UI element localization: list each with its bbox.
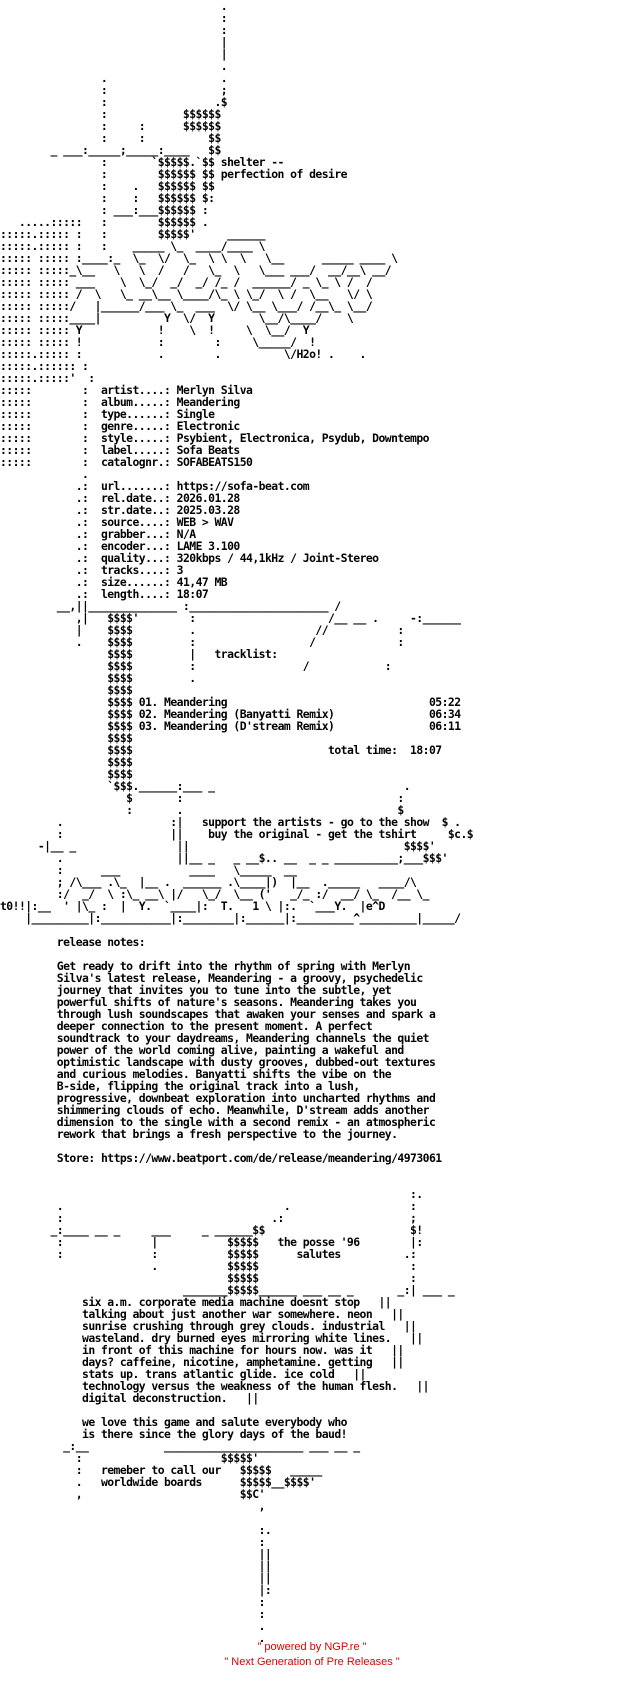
notes-line: rework that brings a fresh perspective to the journey. [56,1127,398,1141]
support-line-2: buy the original - get the tshirt [208,827,417,841]
notes-line: powerful shifts of nature's seasons. Meandering takes you [56,995,417,1009]
posse-text: sunrise crushing through grey clouds. industrial [82,1319,385,1333]
info-value-album: Meandering [176,395,240,409]
file-value-url: https://sofa-beat.com [176,479,310,493]
ascii-tag-left: t0! [0,899,19,913]
tracklist-heading: tracklist: [214,647,278,661]
posse-text: days? caffeine, nicotine, amphetamine. getting [82,1355,373,1369]
notes-line: deeper connection to the present moment. A perfect [56,1019,373,1033]
file-value-strdate: 2025.03.28 [176,503,240,517]
notes-heading: release notes: [56,935,146,949]
posse-text: talking about just another war somewhere. neon [82,1307,373,1321]
info-value-genre: Electronic [176,419,240,433]
posse-text: wasteland. dry burned eyes mirroring white lines. [82,1331,392,1345]
file-value-tracks: 3 [176,563,183,577]
info-value-label: Sofa Beats [176,443,240,457]
track-title: Meandering (Banyatti Remix) [164,707,429,721]
file-value-grabber: N/A [176,527,196,541]
notes-line: shimmering clouds of echo. Meanwhile, D'stream adds another [56,1103,429,1117]
ascii-tag: H2o! [296,347,322,361]
file-value-reldate: 2026.01.28 [176,491,240,505]
track-time: 06:34 [428,707,461,721]
posse-text: six a.m. corporate media machine doesnt stop [82,1295,360,1309]
notes-line: power of the world coming alive, painting a wakeful and [56,1043,404,1057]
track-title: Meandering [164,695,429,709]
boards-line-1: remeber to call our [100,1463,221,1477]
file-value-encoder: LAME 3.100 [176,539,240,553]
footer-powered-by: " powered by NGP.re " [257,1641,367,1653]
notes-line: soundtrack to your daydreams, Meandering channels the quiet [56,1031,429,1045]
posse-line-1: the posse '96 [277,1235,360,1249]
boards-line-2: worldwide boards [100,1475,202,1489]
footer-tagline: " Next Generation of Pre Releases " [224,1656,400,1668]
posse-text: digital deconstruction. [82,1391,228,1405]
track-number: 01. [138,695,158,709]
info-value-catalognr: SOFABEATS150 [176,455,253,469]
total-time-label: total time: [328,743,398,757]
track-time: 06:11 [428,719,461,733]
support-line-1: support the artists - go to the show [201,815,429,829]
ascii-tag-right: e^D [365,899,385,913]
notes-line: B-side, flipping the original track into a lush, [56,1079,360,1093]
notes-line: Get ready to drift into the rhythm of spring with Merlyn [56,959,411,973]
footer [0,1640,624,1670]
posse-text: stats up. trans atlantic glide. ice cold [82,1367,335,1381]
posse-text: in front of this machine for hours now. was it [82,1343,373,1357]
store-label: Store: [56,1151,95,1165]
file-value-length: 18:07 [176,587,209,601]
info-value-style: Psybient, Electronica, Psydub, Downtempo [176,431,429,445]
track-number: 03. [138,719,158,733]
track-time: 05:22 [428,695,461,709]
logo-subtitle: perfection of desire [220,167,347,181]
info-value-type: Single [176,407,215,421]
file-value-quality: 320kbps / 44,1kHz / Joint-Stereo [176,551,379,565]
posse-text: technology versus the weakness of the human flesh. [82,1379,398,1393]
posse-line-2: salutes [296,1247,341,1261]
notes-line: through lush soundscapes that awaken your senses and spark a [56,1007,436,1021]
notes-line: and curious melodies. Banyatti shifts the vibe on the [56,1067,392,1081]
track-title: Meandering (D'stream Remix) [164,719,429,733]
track-number: 02. [138,707,158,721]
logo-title: shelter -- [220,155,284,169]
notes-line: optimistic landscape with dusty grooves, dubbed-out textures [56,1055,436,1069]
posse-text: is there since the glory days of the baud! [82,1427,347,1441]
total-time-value: 18:07 [410,743,442,757]
notes-line: progressive, downbeat exploration into uncharted rhythms and [56,1091,436,1105]
file-value-size: 41,47 MB [176,575,228,589]
file-value-source: WEB > WAV [176,515,234,529]
store-url: https://www.beatport.com/de/release/meandering/4973061 [100,1151,442,1165]
nfo-document: . : : | | . . . : ; : .$ : $$$$$$ : : $$$$$$ : : $$ _ ___:_____;_____:____ $$ : `$$$$$.`$$ shelter -- : $$$$$$ $$ perfection of desire : . $$$$$$ $$ : : $$$$$$ $: : ___:___$$$$$$ : .....::::: : $$$$$$ . :::::.::::: : : $$$$$' ______ :::::.::::: : : _____ \_ ____/____ \ ::::: ::::: :____:_ \_ \/ \_ \ \ \ \__ _____ ____ \ ::::: :::::_\__ \ \ / / \_ \ \___ ___/ __/__\ __/ ::::: ::::: ___ \ \_/ _/ _/ /_ / ______/ _ \_ \ / / ::::: ::::: / \ \_ __\__ \____/\_ \ \_/ \ / \__ \/ \ ::::: :::::/ |______/___ \_ ___ \/ \__ \___/ /__\_ \__/ ::::: :::::____| Y \/ Y \__/\____/ \ ::::: ::::: Y ! \ ! \ \__/ Y ::::: ::::: ! : : \_____/ ! :::::.::::: : . . \/H2o! . . :::::.:::::: : :::::.:::::' : ::::: : artist....: Merlyn Silva ::::: : album.....: Meandering ::::: : type......: Single ::::: : genre.....: Electronic ::::: : style.....: Psybient, Electronica, Psydub, Downtempo ::::: : label.....: Sofa Beats ::::: : catalognr.: SOFABEATS150 . .: url.......: https://sofa-beat.com .: rel.date..: 2026.01.28 .: str.date..: 2025.03.28 .: source....: WEB > WAV .: grabber...: N/A .: encoder...: LAME 3.100 .: quality...: 320kbps / 44,1kHz / Joint-Stereo .: tracks....: 3 .: size......: 41,47 MB .: length....: 18:07 __,||______________ :______________________ / ,| $$$$' : /__ __ . -:______ | $$$$ . // : . $$$$ : / : $$$$ | tracklist: $$$$ : / : $$$$ . $$$$ $$$$ 01. Meandering 05:22 $$$$ 02. Meandering (Banyatti Remix) 06:34 $$$$ 03. Meandering (D'stream Remix) 06:11 $$$$ $$$$ total time: 18:07 $$$$ $$$$ `$$$.______:___ _ . $ : : : . $ . :| support the artists - go to the show $ . : || buy the original - get the tshirt $c.$ -|__ _ || $$$$' . ||__ _ _ __$.. __ _ _ __________;___$$$' : ___ ____ \_____ __ ; /\___ .\_ |__ . ______ .\____|) |__ ._____ ____/\ :/ _/ \ :\_ __\ |/ \_/ \__ (' _/_ :/ __/ \_ /__ \_ t0!!|:__ ' |\_ : | Y. `____|: T. 1 \ |:. `___Y. |e^D |_________|:___________|:________|:______|:_________^_________|_____/ release notes: Get ready to drift into the rhythm of spring with Merlyn Silva's latest release, Meandering - a groovy, psychedelic journey that invites you to tune into the subtle, yet powerful shifts of nature's seasons. Meandering takes you through lush soundscapes that awaken your senses and spark a deeper connection to the present moment. A perfect soundtrack to your daydreams, Meandering channels the quiet power of the world coming alive, painting a wakeful and optimistic landscape with dusty grooves, dubbed-out textures and curious melodies. Banyatti shifts the vibe on the B-side, flipping the original track into a lush, progressive, downbeat exploration into uncharted rhythms and shimmering clouds of echo. Meanwhile, D'stream adds another dimension to the single with a second remix - an atmospheric rework that brings a fresh perspective to the journey. Store: https://www.beatport.com/de/release/meandering/4973061 :. . . : : .: ; _:____ __ _ ___ _ ______$$ $! : | $$$$$ the posse '96 |: : : $$$$$ salutes .: . $$$$$ : $$$$$ : _______$$$$$______ ___ __ _ _:| ___ _ six a.m. corporate media machine doesnt stop || talking about just another war somewhere. neon || sunrise crushing through grey clouds. industrial || wasteland. dry burned eyes mirroring white lines. || in front of this machine for hours now. was it || days? caffeine, nicotine, amphetamine. getting || stats up. trans atlantic glide. ice cold || technology versus the weakness of the human flesh. || digital deconstruction. || we love this game and salute everybody who is there since the glory days of the baud! _:__ ______________________ ___ __ _ : $$$$$' : remeber to call our $$$$$ _____ . worldwide boards $$$$$__$$$$' , $$C' , :. : || || || |: : : . . [0,0,474,1645]
info-value-artist: Merlyn Silva [176,383,253,397]
notes-line: journey that invites you to tune into the subtle, yet [56,983,392,997]
posse-text: we love this game and salute everybody who [82,1415,347,1429]
notes-line: dimension to the single with a second remix - an atmospheric [56,1115,436,1129]
notes-line: Silva's latest release, Meandering - a groovy, psychedelic [56,971,423,985]
